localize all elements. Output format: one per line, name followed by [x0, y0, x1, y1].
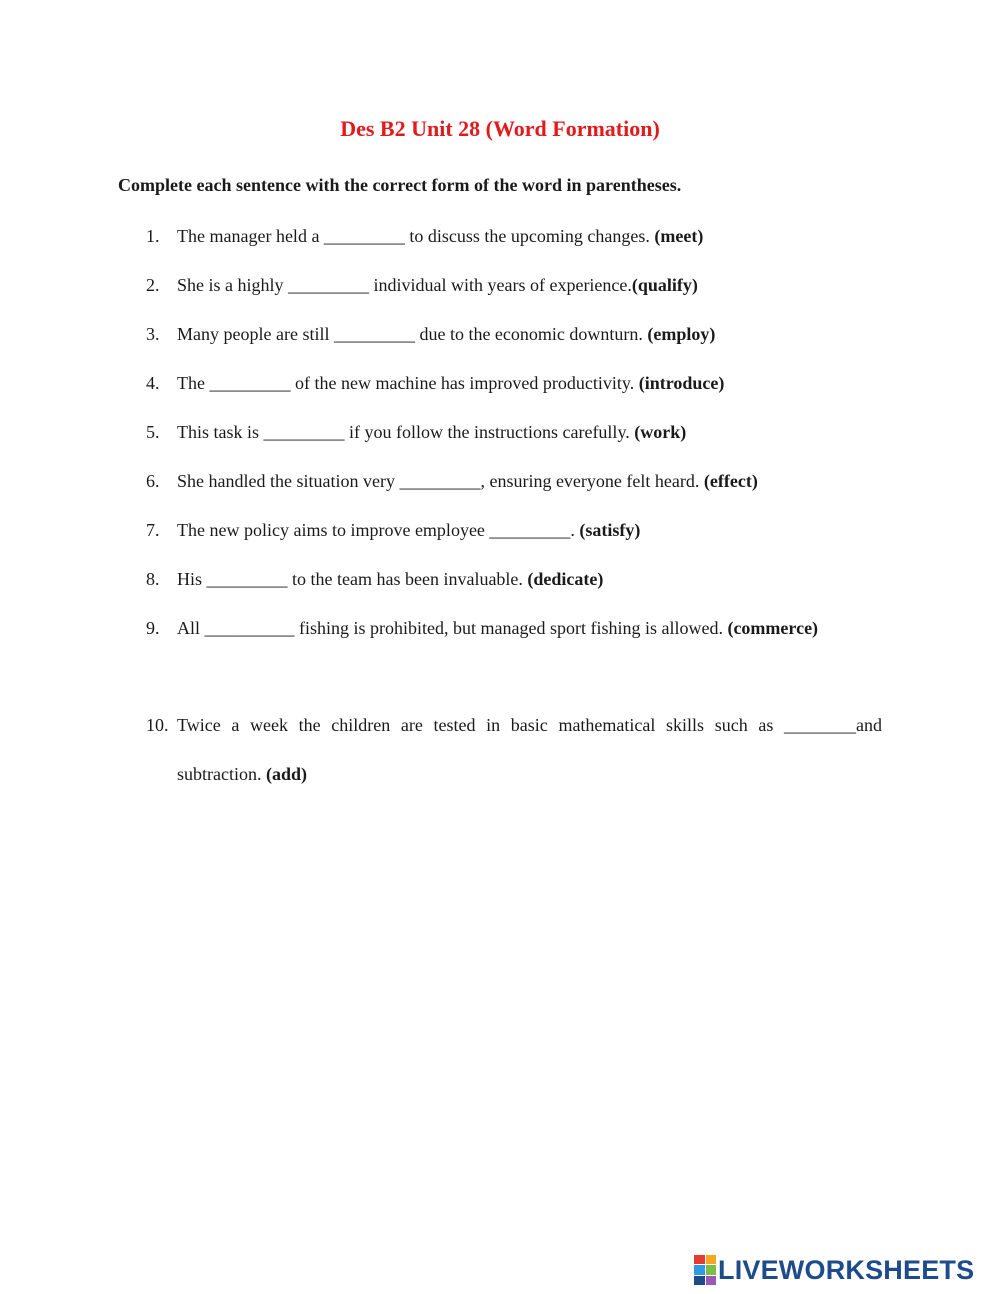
- question-number: 4.: [146, 373, 160, 393]
- base-word: (commerce): [727, 618, 819, 638]
- base-word: (effect): [703, 471, 758, 491]
- question-text: She is a highly _________ individual with years of experience.(qualify): [177, 275, 698, 295]
- base-word: (add): [265, 764, 307, 784]
- question-number: 2.: [146, 275, 160, 295]
- question-text: His _________ to the team has been invaluable. (dedicate): [177, 569, 604, 589]
- base-word: (meet): [654, 226, 704, 246]
- question-text: She handled the situation very _________, ensuring everyone felt heard. (effect): [177, 471, 758, 491]
- question-number: 9.: [146, 618, 160, 638]
- liveworksheets-logo-icon: [694, 1255, 716, 1285]
- question-number: 6.: [146, 471, 160, 491]
- question-text: Twice a week the children are tested in basic mathematical skills such as ________and subtraction. (add): [177, 715, 882, 784]
- question-number: 5.: [146, 422, 160, 442]
- question-number: 1.: [146, 226, 160, 246]
- page-title: Des B2 Unit 28 (Word Formation): [340, 116, 660, 141]
- question-text: The _________ of the new machine has improved productivity. (introduce): [177, 373, 725, 393]
- question-text: The new policy aims to improve employee _________. (satisfy): [177, 520, 641, 540]
- base-word: (satisfy): [579, 520, 641, 540]
- question-number: 8.: [146, 569, 160, 589]
- question-number: 7.: [146, 520, 160, 540]
- instruction: Complete each sentence with the correct form of the word in parentheses.: [118, 175, 682, 195]
- base-word: (introduce): [638, 373, 725, 393]
- question-text: All __________ fishing is prohibited, but managed sport fishing is allowed. (commerce): [177, 618, 819, 638]
- base-word: (dedicate): [527, 569, 604, 589]
- liveworksheets-logo: [694, 1252, 974, 1288]
- question-text: Many people are still _________ due to the economic downturn. (employ): [177, 324, 716, 344]
- base-word: (qualify): [631, 275, 698, 295]
- logo-text: LIVEWORKSHEETS: [718, 1254, 975, 1285]
- base-word: (employ): [647, 324, 716, 344]
- question-number: 10.: [146, 715, 169, 735]
- base-word: (work): [634, 422, 687, 442]
- question-text: The manager held a _________ to discuss the upcoming changes. (meet): [177, 226, 704, 246]
- question-number: 3.: [146, 324, 160, 344]
- question-text: This task is _________ if you follow the instructions carefully. (work): [177, 422, 687, 442]
